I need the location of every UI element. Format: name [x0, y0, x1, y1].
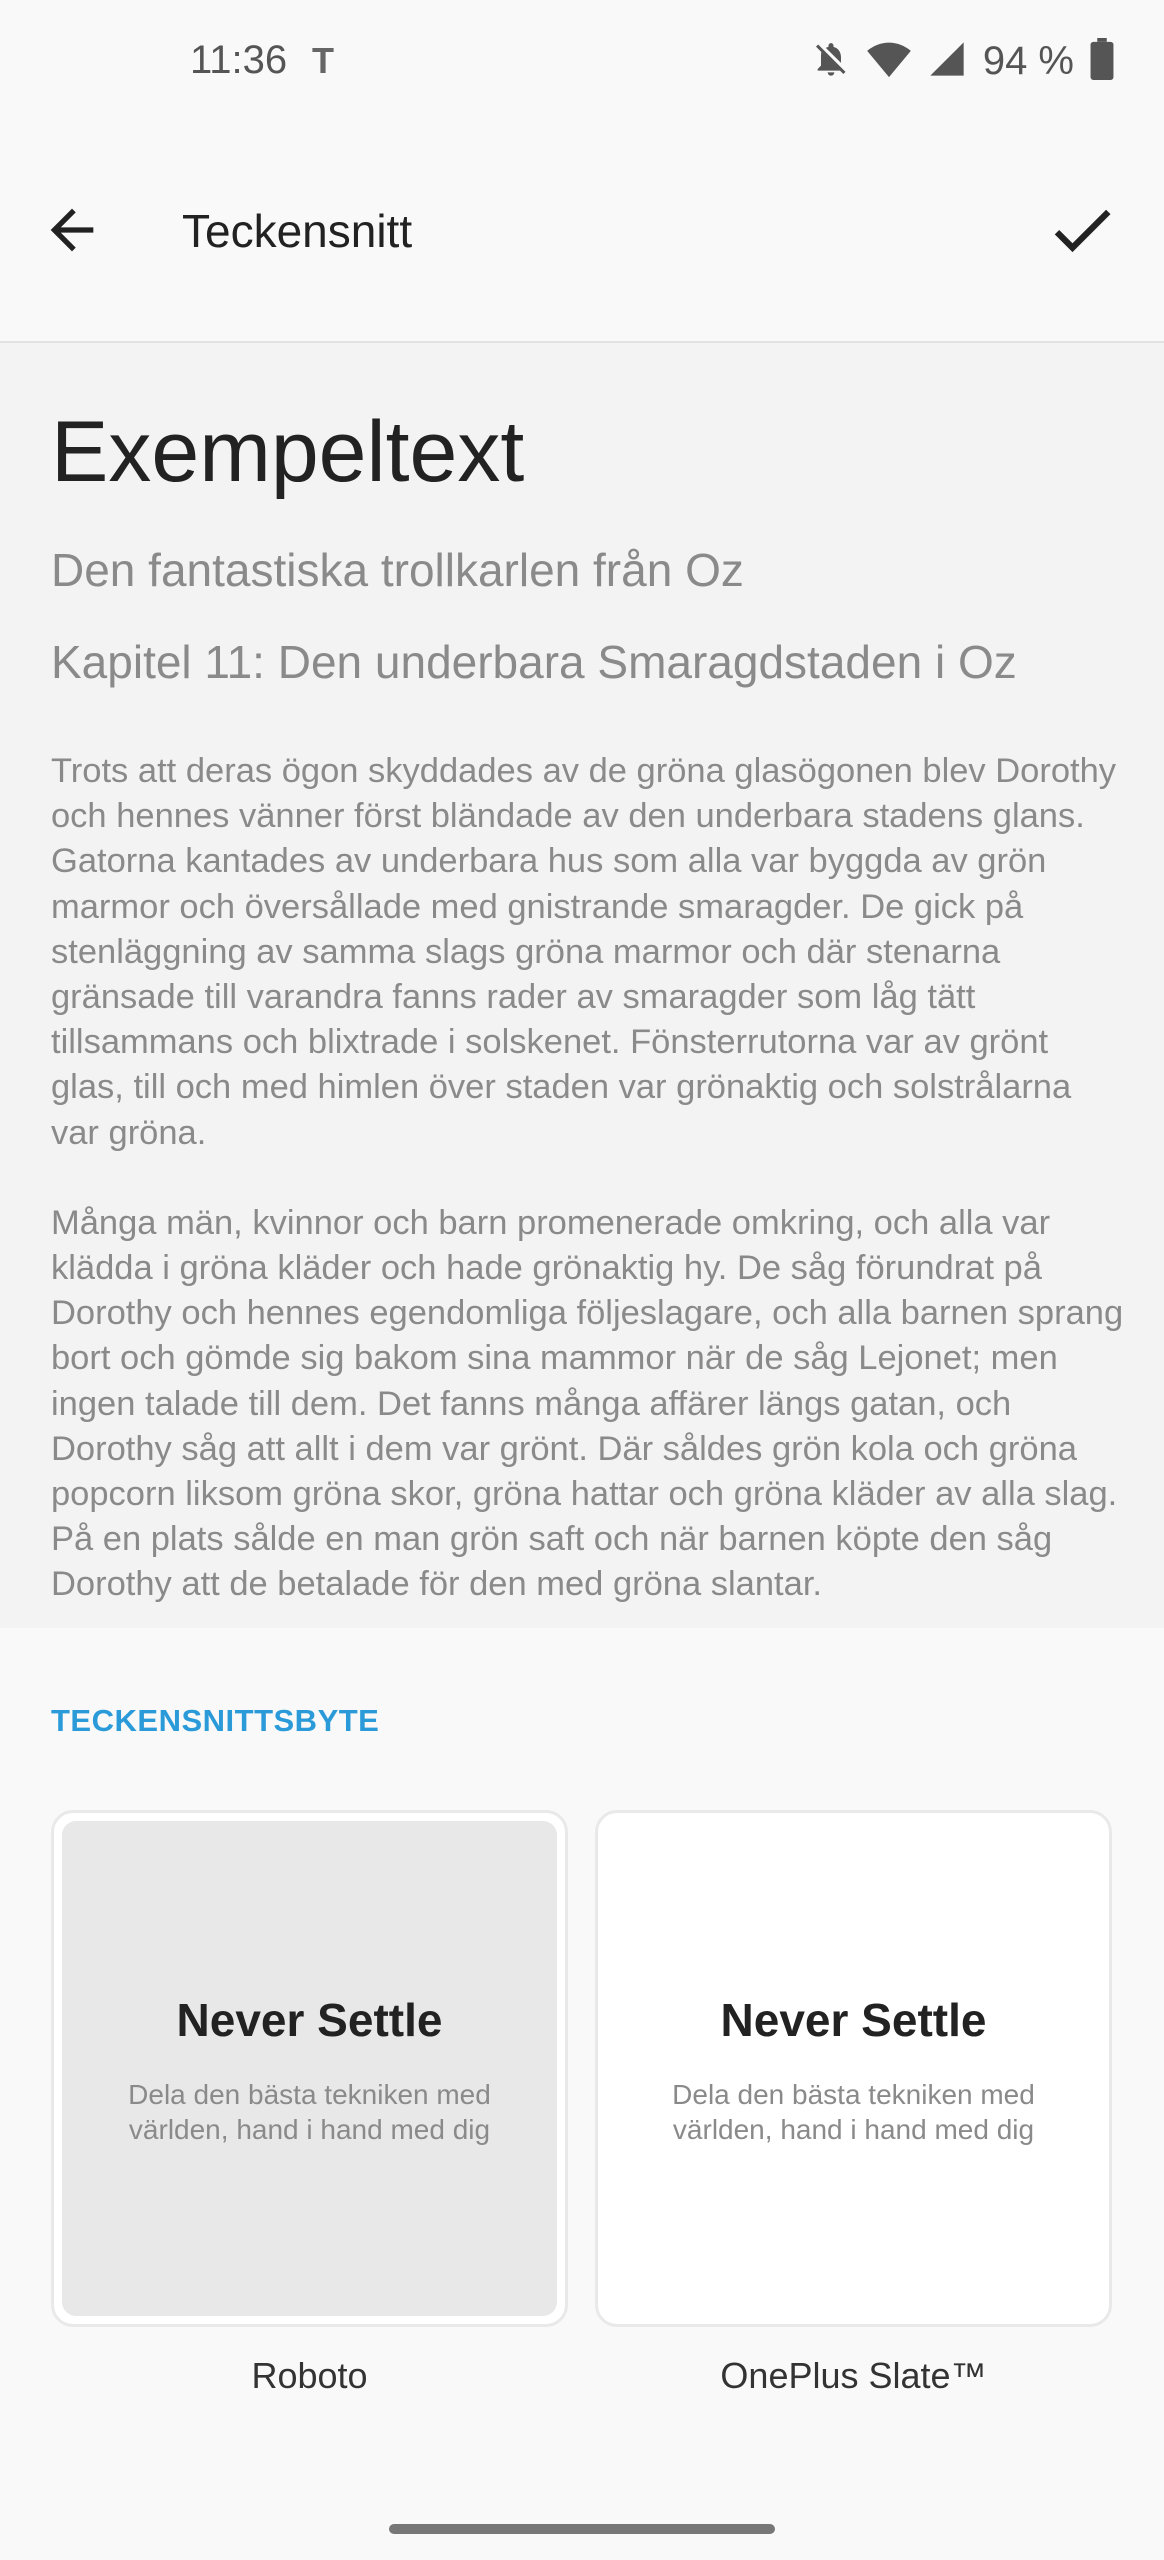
- font-card-oneplus-slate[interactable]: [595, 1810, 1112, 2327]
- preview-chapter: Kapitel 11: Den underbara Smaragdstaden i Oz: [51, 636, 1017, 688]
- card-heading: Never Settle: [176, 1994, 443, 2046]
- arrow-left-icon: [40, 249, 104, 266]
- back-button[interactable]: [40, 198, 120, 262]
- preview-subtitle: Den fantastiska trollkarlen från Oz: [51, 544, 744, 596]
- font-name-roboto[interactable]: Roboto: [251, 2355, 368, 2396]
- wifi-icon: [867, 39, 911, 84]
- app-bar: [0, 170, 1164, 290]
- section-label: TECKENSNITTSBYTE: [51, 1703, 380, 1738]
- status-time: 11:36: [190, 38, 288, 82]
- card-heading: Never Settle: [720, 1994, 987, 2046]
- selected-highlight: [62, 1821, 557, 2316]
- bell-off-icon: [811, 39, 851, 84]
- card-description: Dela den bästa tekniken med världen, hand i hand med dig: [128, 2079, 491, 2145]
- status-icons: [811, 38, 1114, 85]
- page-title: Teckensnitt: [182, 205, 413, 257]
- preview-paragraph: Trots att deras ögon skyddades av de gröna glasögonen blev Dorothy och hennes vänner först bländade av den underbara stadens glans. Gatorna kantades av underbara hus som alla var byggda av grön marmor och översållade med gnistrande smaragder. De gick på stenläggning av samma slags gröna marmor och där stenarna gränsade till varandra fanns rader av smaragder som låg tätt tillsammans och blixtrade i solskenet. Fönsterrutorna var av grönt glas, till och med himlen över staden var grönaktig och solstrålarna var gröna.: [51, 752, 1117, 1152]
- preview-body: [51, 749, 1126, 1628]
- signal-icon: [927, 39, 967, 84]
- gesture-bar[interactable]: [389, 2524, 775, 2534]
- card-description: Dela den bästa tekniken med världen, hand i hand med dig: [672, 2079, 1035, 2145]
- preview-paragraph: Många män, kvinnor och barn promenerade omkring, och alla var klädda i gröna kläder och hade grönaktig hy. De såg förundrat på Dorothy och hennes egendomliga följeslagare, och alla barnen sprang bort och gömde sig bakom sina mammor när de såg Lejonet; men ingen talade till dem. Det fanns många affärer längs gatan, och Dorothy såg att allt i dem var grönt. Där såldes grön kola och gröna popcorn liksom gröna skor, gröna hattar och gröna kläder av alla slag. På en plats sålde en man grön saft och när barnen köpte den såg Dorothy att de betalade för den med gröna slantar.: [51, 1203, 1124, 1604]
- preview-title: Exempeltext: [51, 404, 525, 500]
- status-bar: [0, 0, 1164, 130]
- confirm-button[interactable]: [1044, 192, 1128, 268]
- font-preview[interactable]: [0, 343, 1164, 1628]
- battery-percent: 94 %: [982, 39, 1074, 83]
- font-card-roboto[interactable]: [51, 1810, 568, 2327]
- battery-icon: [1090, 38, 1114, 85]
- font-name-oneplus-slate[interactable]: OnePlus Slate™: [720, 2355, 987, 2396]
- check-icon: [1044, 255, 1120, 272]
- carrier-icon: T: [312, 40, 334, 81]
